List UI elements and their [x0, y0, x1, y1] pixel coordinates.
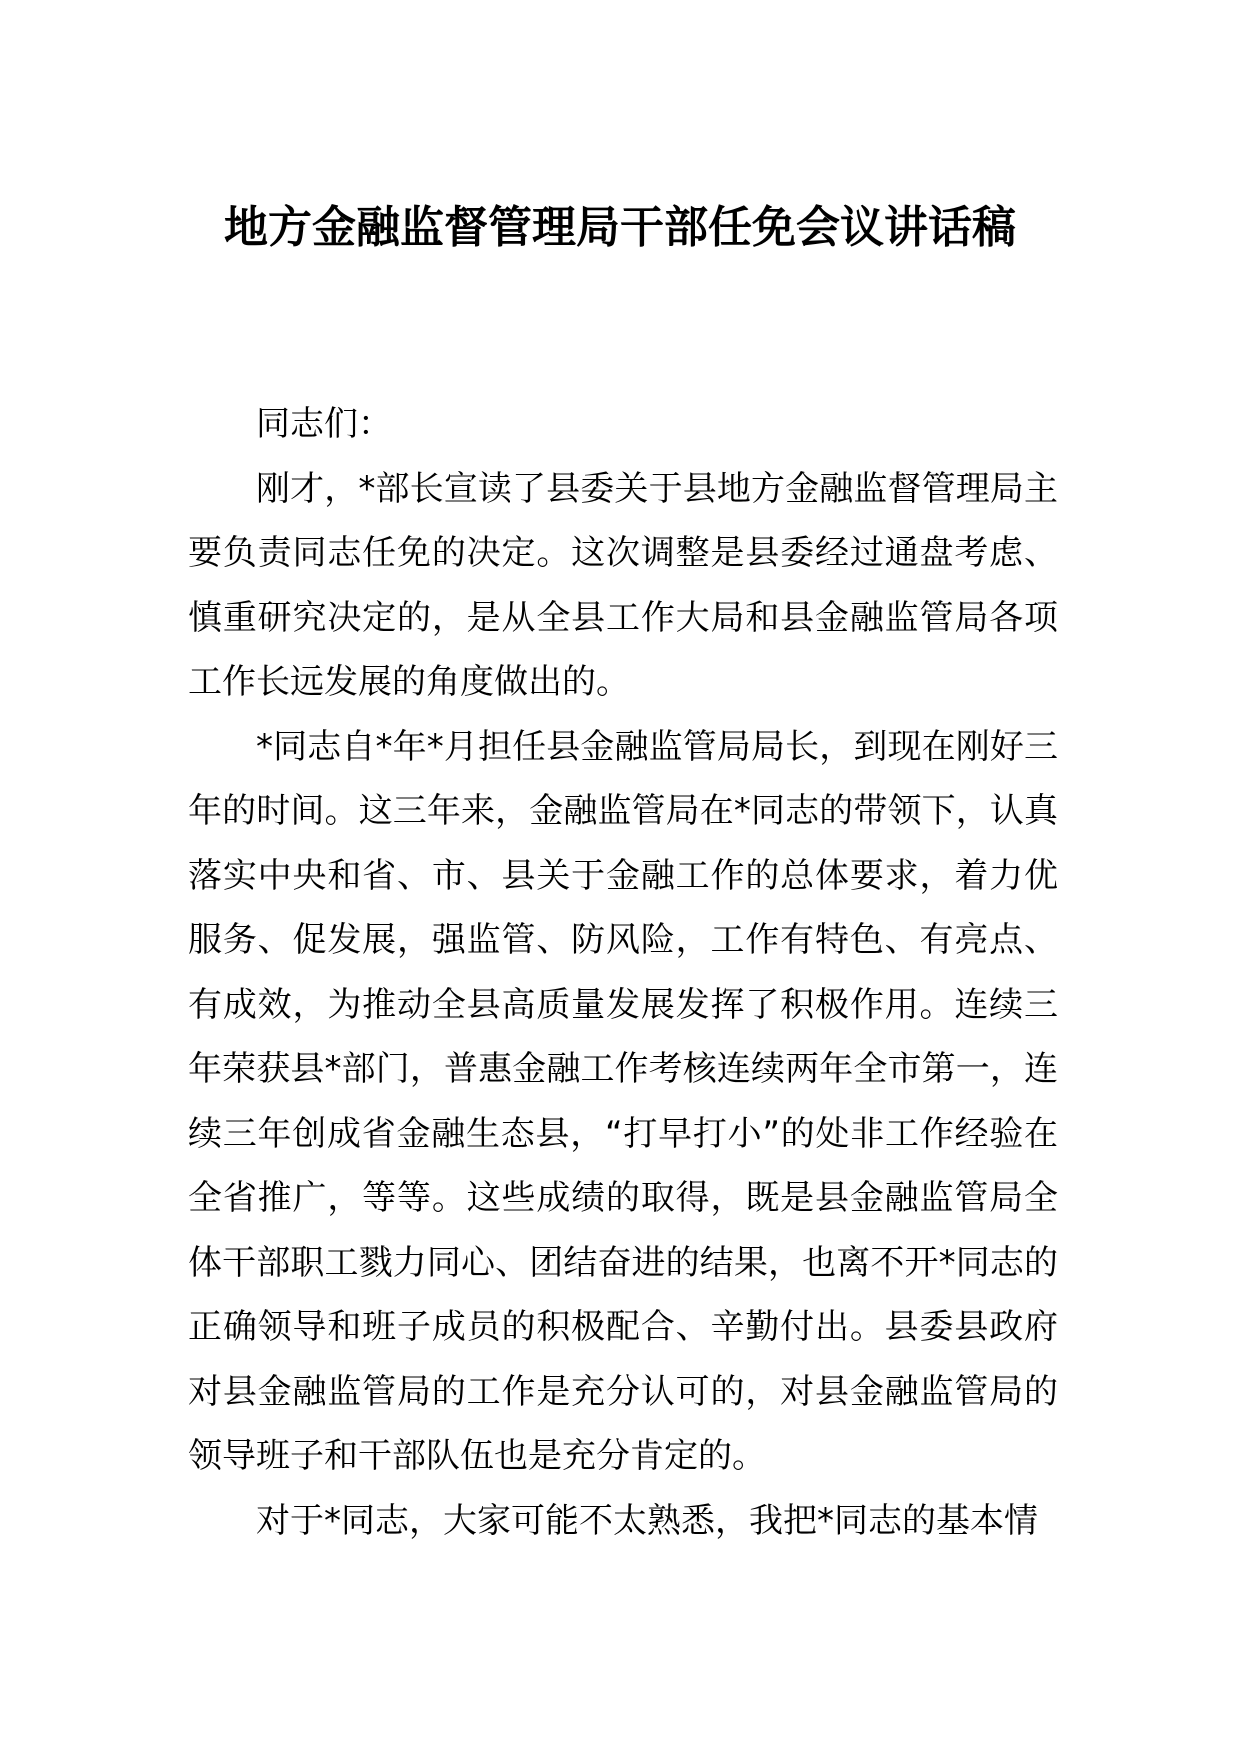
- document-title: 地方金融监督管理局干部任免会议讲话稿: [224, 202, 1016, 253]
- paragraph-1: 刚才，*部长宣读了县委关于县地方金融监督管理局主要负责同志任免的决定。这次调整是县委经过通盘考虑、慎重研究决定的，是从全县工作大局和县金融监管局各项工作长远发展的角度做出的。: [188, 468, 1058, 702]
- paragraph-2: *同志自*年*月担任县金融监管局局长，到现在刚好三年的时间。这三年来，金融监管局在*同志的带领下，认真落实中央和省、市、县关于金融工作的总体要求，着力优服务、促发展，强监管、防风险，工作有特色、有亮点、有成效，为推动全县高质量发展发挥了积极作用。连续三年荣获县*部门，普惠金融工作考核连续两年全市第一，连续三年创成省金融生态县，“打早打小”的处非工作经验在全省推广，等等。这些成绩的取得，既是县金融监管局全体干部职工戮力同心、团结奋进的结果，也离不开*同志的正确领导和班子成员的积极配合、辛勤付出。县委县政府对县金融监管局的工作是充分认可的，对县金融监管局的领导班子和干部队伍也是充分肯定的。: [188, 726, 1058, 1476]
- paragraph-3: 对于*同志，大家可能不太熟悉，我把*同志的基本情: [256, 1500, 1038, 1541]
- document-body: [188, 392, 1058, 1553]
- salutation: 同志们：: [256, 404, 392, 444]
